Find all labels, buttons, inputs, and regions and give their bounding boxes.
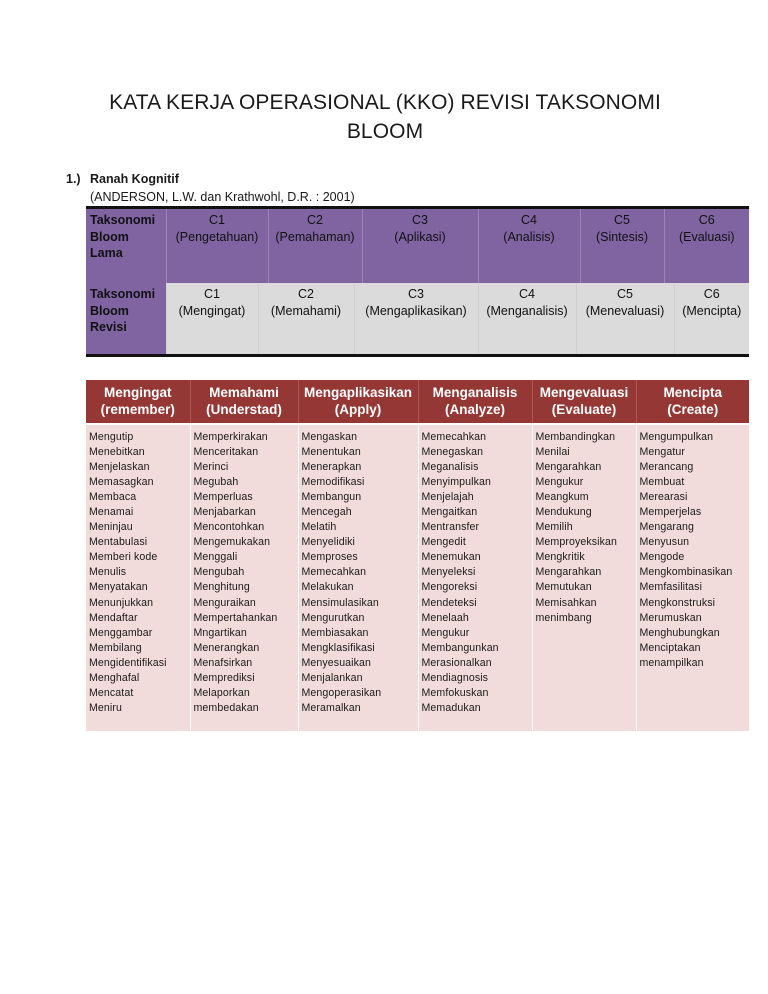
verb-item: Mentransfer [421,521,480,534]
verb-item: Memilih [535,521,573,534]
verb-item: Mengaskan [301,431,358,443]
level-code: C1 [204,287,220,301]
verb-item: Mengkonstruksi [639,596,716,609]
verb-item: Mendaftar [89,611,138,624]
verb-item: Menyelidiki [301,536,355,549]
verb-item: Merinci [193,461,229,474]
section-title: Ranah Kognitif [90,172,179,186]
header-line: Mencipta [663,385,722,400]
level-name: (Sintesis) [595,229,649,244]
verb-item: Menggali [193,551,238,564]
verb-item: Menerapkan [301,461,362,474]
taxonomy-old-table [86,206,749,283]
section-heading [66,172,179,186]
kko-column-menganalisis [418,424,532,731]
taxonomy-old-c5 [580,208,664,284]
verb-item: Memecahkan [421,431,487,443]
verb-item: Memfasilitasi [639,581,703,594]
verb-item: Merearasi [639,491,688,504]
taxonomy-revised-c2 [258,283,354,356]
verb-item: Mengoperasikan [301,686,382,699]
verb-item: Mencegah [301,506,352,519]
verb-item: Menyusun [639,536,690,549]
verb-item: Menghafal [89,671,140,684]
verb-item: Menebitkan [89,446,145,459]
kko-column-mencipta [636,424,749,731]
verb-item: Mengoreksi [421,581,478,594]
level-code: C6 [703,287,720,301]
level-name: (Aplikasi) [394,229,446,244]
level-code: C6 [698,213,715,227]
taxonomy-revised-c3 [354,283,478,356]
verb-item: Mengarahkan [535,461,602,474]
verb-item: Meramalkan [301,701,361,714]
kko-header-mengingat [86,380,190,424]
level-code: C5 [614,213,630,227]
verb-item: Mentabulasi [89,536,148,549]
header-line: (Create) [667,402,719,417]
verb-item: Mengukur [421,626,470,639]
label-line: Taksonomi [90,213,156,227]
verb-item: Memfokuskan [421,686,489,699]
level-name: (Mengaplikasikan) [365,303,467,318]
verb-item: Menciptakan [639,641,701,654]
verb-item: menampilkan [639,656,704,669]
verb-item: Menegaskan [421,446,484,459]
kko-header-row [86,380,749,424]
taxonomy-old-c4 [478,208,580,284]
header-line: (Apply) [334,402,382,417]
verb-item: Merumuskan [639,611,702,624]
verb-item: Membangunkan [421,641,499,654]
verb-item: Meganalisis [421,461,479,474]
verb-item: membedakan [193,701,259,714]
verb-item: Mencatat [89,686,134,699]
verb-item: Mengatur [639,446,686,459]
verb-item: Memprediksi [193,671,255,684]
verb-item: Menjabarkan [193,506,256,519]
level-name: (Menevaluasi) [585,303,665,318]
verb-item: Membaca [89,491,137,504]
verb-item: Mengedit [421,536,466,549]
section-number: 1.) [66,172,81,186]
label-line: Taksonomi [90,287,156,301]
verb-item: Memperluas [193,491,253,504]
verb-item: Memutukan [535,581,592,594]
verb-item: Menyatakan [89,581,148,594]
verb-item: Menggambar [89,626,153,639]
header-line: (Analyze) [444,402,505,417]
verb-item: Mengurutkan [301,611,365,624]
verb-item: Menyesuaikan [301,656,372,669]
verb-item: Menjelajah [421,491,474,504]
level-code: C3 [408,287,424,301]
verb-item: Menjelaskan [89,461,150,474]
label-line: Lama [90,246,123,260]
verb-item: Menentukan [301,446,361,459]
label-line: Bloom [90,229,129,244]
verb-item: Menguraikan [193,596,256,609]
verb-item: Menyeleksi [421,566,476,579]
level-code: C3 [412,213,428,227]
verb-item: Membiasakan [301,626,369,639]
taxonomy-revised-c6 [674,283,749,356]
level-code: C2 [298,287,314,301]
verb-item: Melaporkan [193,686,250,699]
taxonomy-old-c1 [166,208,268,284]
header-line: Mengaplikasikan [303,385,413,400]
verb-item: Mensimulasikan [301,596,379,609]
label-line: Bloom [90,303,129,318]
kko-header-mencipta [636,380,749,424]
level-name: (Memahami) [270,303,342,318]
kko-header-memahami [190,380,298,424]
verb-item: Mempertahankan [193,611,278,624]
verb-item: Mengklasifikasi [301,641,375,654]
verb-item: Menemukan [421,551,481,564]
header-line: (Understad) [206,402,282,417]
level-name: (Pemahaman) [275,229,355,244]
verb-item: Mendeteksi [421,596,477,609]
page-title [60,88,710,146]
verb-item: Menghitung [193,581,250,594]
verb-item: Meninjau [89,521,133,534]
kko-column-memahami [190,424,298,731]
section-source: (ANDERSON, L.W. dan Krathwohl, D.R. : 2001) [90,190,355,204]
level-name: (Mengingat) [178,303,246,318]
header-line: Mengingat [104,385,172,400]
verb-item: Menulis [89,566,127,579]
taxonomy-old-label [86,208,166,284]
level-name: (Evaluasi) [678,229,735,244]
verb-item: Menunjukkan [89,596,154,609]
verb-item: Memisahkan [535,596,597,609]
verb-item: Mengutip [89,431,134,443]
taxonomy-old-row [86,208,749,284]
verb-item: Memperjelas [639,506,702,519]
verb-item: Mengarahkan [535,566,602,579]
verb-item: Mengode [639,551,685,564]
verb-item: Memadukan [421,701,481,714]
verb-item: Melakukan [301,581,354,594]
verb-item: Merancang [639,461,694,474]
kko-table [86,380,749,731]
verb-item: Meniru [89,701,122,714]
verb-item: Menilai [535,446,570,459]
taxonomy-revised-c4 [478,283,576,356]
verb-item: Membilang [89,641,142,654]
verb-item: Memasagkan [89,476,154,489]
verb-item: Menafsirkan [193,656,253,669]
kko-header-mengevaluasi [532,380,636,424]
verb-item: Meangkum [535,491,589,504]
verb-item: Memperkirakan [193,431,268,443]
verb-item: Menelaah [421,611,469,624]
verb-item: Melatih [301,521,337,534]
title-line-2: BLOOM [346,120,424,143]
level-name: (Mencipta) [682,303,742,318]
verb-item: Megubah [193,476,239,489]
taxonomy-old-c6 [664,208,749,284]
taxonomy-old-c2 [268,208,362,284]
level-name: (Menganalisis) [486,303,568,318]
taxonomy-revised-label [86,283,166,356]
verb-item: Mengidentifikasi [89,656,167,669]
taxonomy-revised-c5 [576,283,674,356]
verb-item: Membandingkan [535,431,616,443]
verb-item: Memecahkan [301,566,367,579]
verb-item: Mengarang [639,521,694,534]
verb-item: Menghubungkan [639,626,720,639]
verb-item: menimbang [535,611,592,624]
verb-item: Membangun [301,491,362,504]
verb-item: Menceritakan [193,446,259,459]
kko-header-mengaplikasikan [298,380,418,424]
verb-item: Mengkritik [535,551,585,564]
verb-item: Merasionalkan [421,656,492,669]
verb-item: Menerangkan [193,641,260,654]
verb-item: Menyimpulkan [421,476,492,489]
title-line-1: KATA KERJA OPERASIONAL (KKO) REVISI TAKSONOMI [109,91,661,114]
kko-column-mengaplikasikan [298,424,418,731]
level-name: (Analisis) [503,229,555,244]
verb-item: Mengaitkan [421,506,478,519]
verb-item: Memproses [301,551,358,564]
verb-item: Mendiagnosis [421,671,489,684]
header-line: Memahami [209,385,279,400]
header-line: (remember) [100,402,175,417]
verb-item: Mengkombinasikan [639,566,733,579]
verb-item: Memberi kode [89,551,158,564]
verb-item: Membuat [639,476,685,489]
verb-item: Memproyeksikan [535,536,617,549]
level-name: (Pengetahuan) [175,229,259,244]
level-code: C4 [521,213,537,227]
verb-item: Memodifikasi [301,476,365,489]
taxonomy-old-c3 [362,208,478,284]
verb-item: Mendukung [535,506,592,519]
kko-header-menganalisis [418,380,532,424]
verb-item: Menamai [89,506,134,519]
taxonomy-revised-c1 [166,283,258,356]
verb-item: Mencontohkan [193,521,265,534]
verb-item: Mengukur [535,476,584,489]
level-code: C4 [519,287,535,301]
kko-body-row [86,424,749,731]
header-line: Menganalisis [432,385,518,400]
verb-item: Menjalankan [301,671,363,684]
header-line: Mengevaluasi [539,385,629,400]
taxonomy-revised-row [86,283,749,356]
kko-column-mengingat [86,424,190,731]
kko-column-mengevaluasi [532,424,636,731]
label-line: Revisi [90,320,127,334]
verb-item: Mengemukakan [193,536,271,549]
level-code: C1 [209,213,225,227]
taxonomy-revised-table [86,283,749,357]
header-line: (Evaluate) [551,402,617,417]
level-code: C2 [307,213,323,227]
level-code: C5 [617,287,633,301]
verb-item: Mengubah [193,566,245,579]
verb-item: Mengumpulkan [639,431,714,443]
verb-item: Mngartikan [193,626,247,639]
